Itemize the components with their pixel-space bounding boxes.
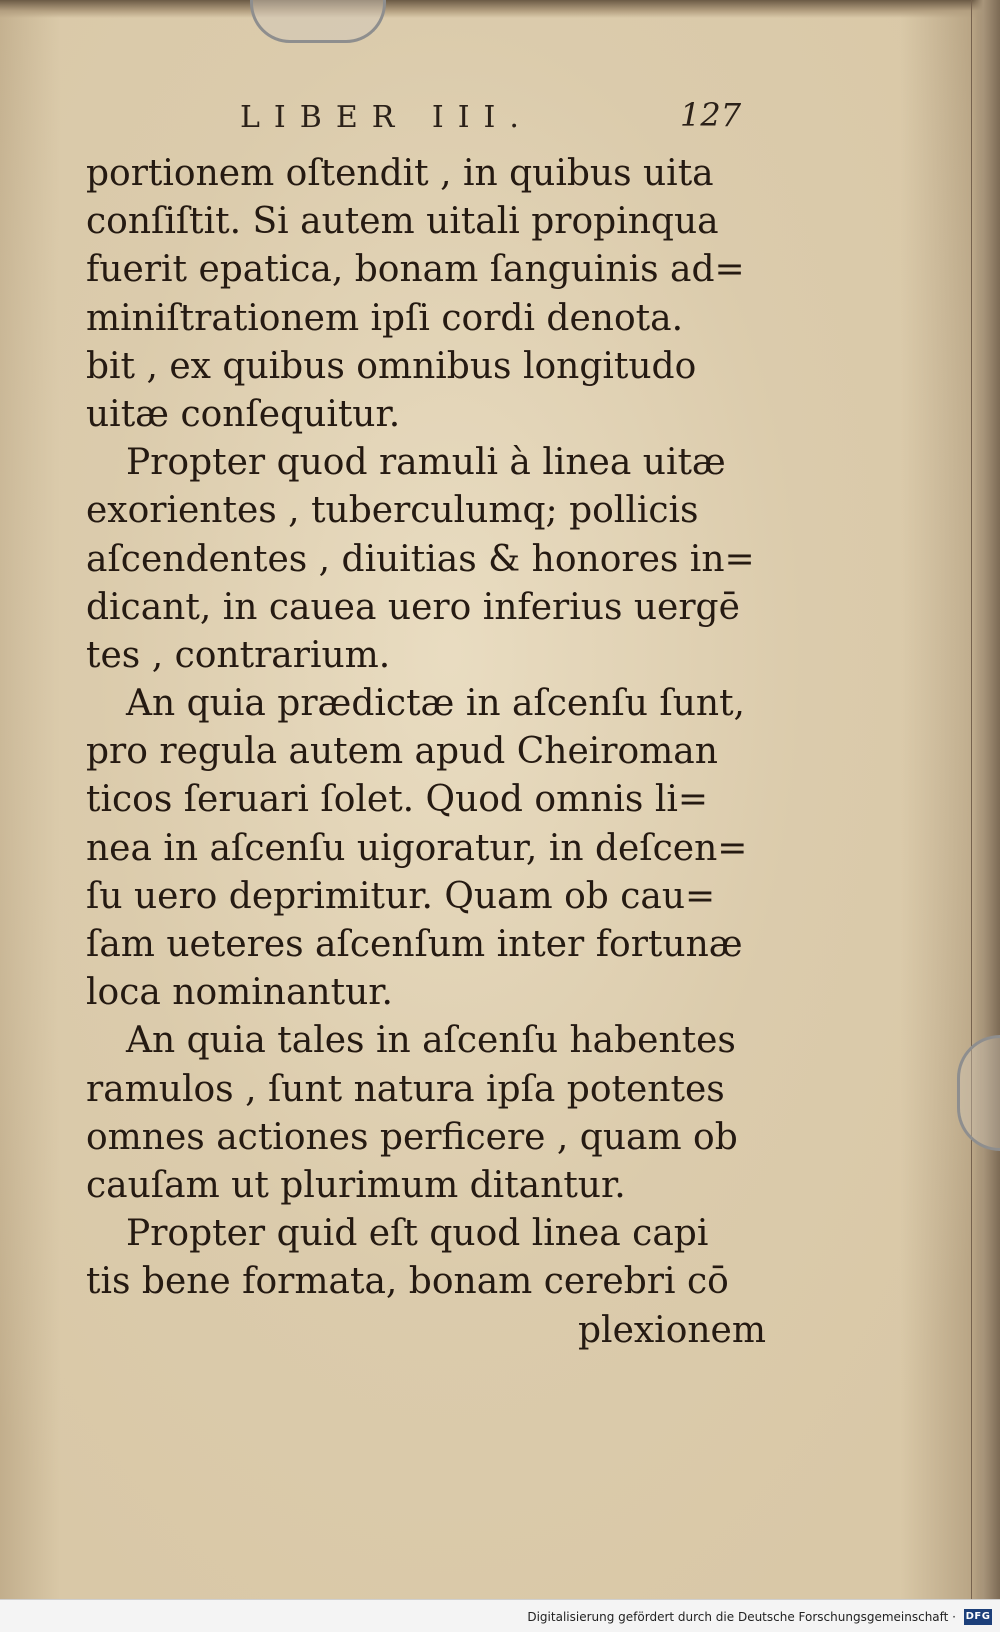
top-page-clip [250,0,386,43]
text-line: aſcendentes , diuitias & honores in= [86,538,755,580]
funding-credit: Digitalisierung gefördert durch die Deutsche Forschungsgemeinschaft · [527,1610,956,1624]
text-line: fuerit epatica, bonam ſanguinis ad= [86,249,745,291]
text-line: cauſam ut plurimum ditantur. [86,1164,626,1206]
text-line: omnes actiones perficere , quam ob [86,1116,738,1158]
text-line: loca nominantur. [86,972,393,1014]
text-line: ticos ſeruari ſolet. Quod omnis li= [86,779,709,821]
text-line: portionem oſtendit , in quibus uita [86,153,714,194]
right-page-clip [957,1035,1000,1151]
text-line: tis bene formata, bonam cerebri cō [86,1261,729,1303]
text-line: uitæ conſequitur. [86,393,401,435]
text-line: nea in aſcenſu uigoratur, in deſcen= [86,827,748,869]
footer-bar [0,1599,1000,1632]
text-line: ſu uero deprimitur. Quam ob cau= [86,875,716,917]
text-line: bit , ex quibus omnibus longitudo [86,345,697,387]
top-binding-edge [0,0,1000,18]
page-number: 127 [680,96,742,134]
paragraph-start-line: An quia tales in aſcenſu habentes [126,1020,736,1062]
text-line: tes , contrarium. [86,634,391,676]
text-line: pro regula autem apud Cheiroman [86,731,718,773]
body-text [86,150,766,1355]
paragraph-start-line: Propter quid eſt quod linea capi [126,1213,709,1255]
text-line: dicant, in cauea uero inferius uergē [86,586,740,628]
text-line: conſiſtit. Si autem uitali propinqua [86,201,719,243]
running-head: LIBER III. [240,100,533,135]
catchword: plexionem [578,1309,766,1351]
paragraph-start-line: Propter quod ramuli à linea uitæ [126,442,726,484]
paragraph-start-line: An quia prædictæ in aſcenſu ſunt, [126,683,745,725]
text-line: exorientes , tuberculumq; pollicis [86,490,699,532]
page-fore-edge [971,0,1000,1600]
text-line: ramulos , ſunt natura ipſa potentes [86,1068,725,1110]
text-line: ſam ueteres aſcenſum inter fortunæ [86,924,743,965]
dfg-logo: DFG [964,1609,992,1625]
text-line: miniſtrationem ipſi cordi denota. [86,297,684,339]
